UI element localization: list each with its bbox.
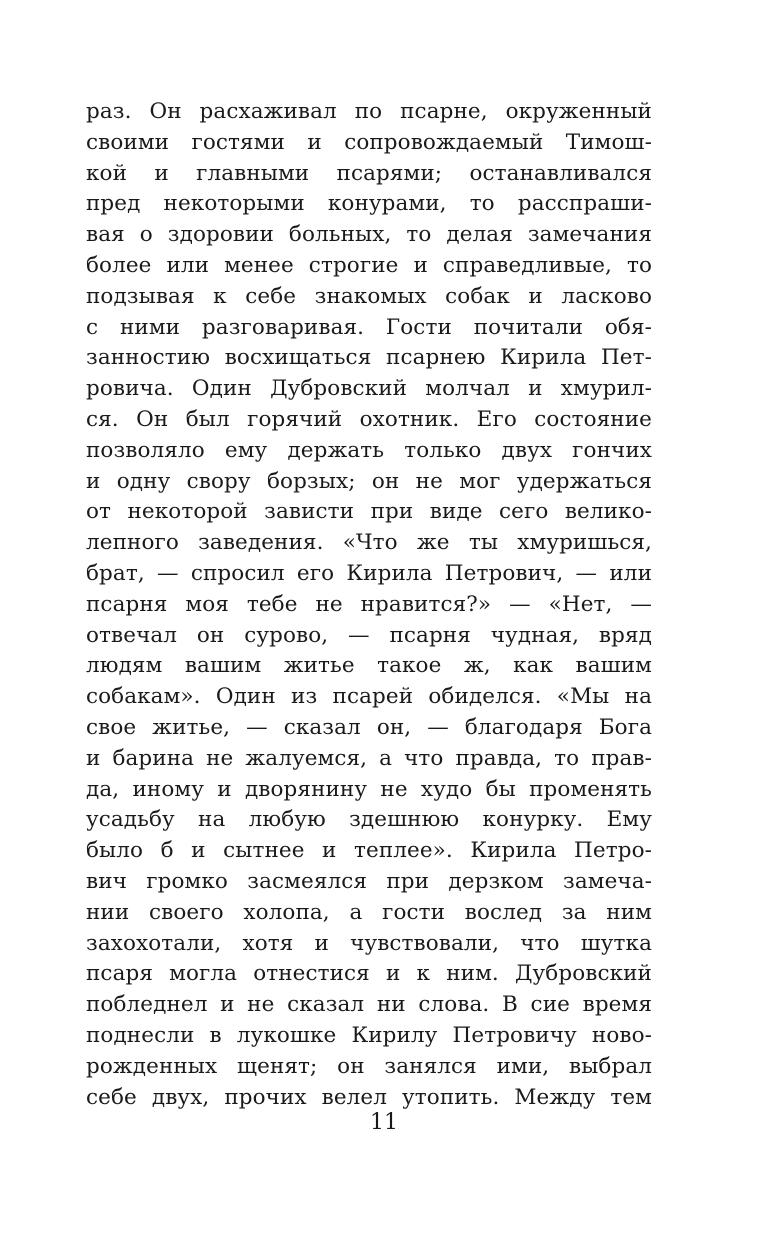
text-line: усадьбу на любую здешнюю конурку. Ему (86, 807, 652, 833)
text-line: нии своего холопа, а гости вослед за ним (86, 899, 652, 925)
page-number: 11 (370, 1110, 398, 1135)
text-line: своими гостями и сопровождаемый Тимош- (86, 129, 652, 155)
text-line: поднесли в лукошке Кирилу Петровичу ново- (86, 1022, 652, 1048)
text-line: подзывая к себе знакомых собак и ласково (86, 283, 652, 309)
text-line: псаря могла отнестися и к ним. Дубровский (86, 961, 652, 987)
text-line: от некоторой зависти при виде сего велико- (86, 499, 652, 525)
text-line: и одну свору борзых; он не мог удержаться (86, 468, 652, 494)
text-line: рожденных щенят; он занялся ими, выбрал (86, 1053, 652, 1079)
text-line: было б и сытнее и теплее». Кирила Петро- (86, 838, 652, 864)
text-line: позволяло ему держать только двух гончих (86, 437, 652, 463)
text-line: свое житье, — сказал он, — благодаря Бога (86, 714, 652, 740)
text-line: псарня моя тебе не нравится?» — «Нет, — (86, 591, 652, 617)
text-line: ся. Он был горячий охотник. Его состояние (86, 406, 652, 432)
text-line: кой и главными псарями; останавливался (86, 160, 652, 186)
text-line: себе двух, прочих велел утопить. Между тем (86, 1084, 652, 1110)
text-line: побледнел и не сказал ни слова. В сие время (86, 992, 652, 1018)
text-line: да, иному и дворянину не худо бы променять (86, 776, 652, 802)
text-line: людям вашим житье такое ж, как вашим (86, 653, 652, 679)
text-line: и барина не жалуемся, а что правда, то прав- (86, 745, 652, 771)
text-line: вая о здоровии больных, то делая замечания (86, 222, 652, 248)
text-line: лепного заведения. «Что же ты хмуришься, (86, 530, 652, 556)
text-line: раз. Он расхаживал по псарне, окруженный (86, 99, 652, 124)
text-line: захохотали, хотя и чувствовали, что шутка (86, 930, 652, 956)
text-line: с ними разговаривая. Гости почитали обя- (86, 314, 652, 340)
text-line: брат, — спросил его Кирила Петрович, — или (86, 560, 652, 586)
text-line: вич громко засмеялся при дерзком замеча- (86, 868, 652, 894)
text-line: отвечал он сурово, — псарня чудная, вряд (86, 622, 652, 648)
text-line: пред некоторыми конурами, то расспраши- (86, 191, 652, 217)
text-line: занностию восхищаться псарнею Кирила Пет- (86, 345, 652, 371)
text-line: собакам». Один из псарей обиделся. «Мы на (86, 684, 652, 710)
text-line: более или менее строгие и справедливые, то (86, 252, 652, 278)
text-line: ровича. Один Дубровский молчал и хмурил- (86, 376, 652, 402)
body-text (86, 97, 652, 1113)
